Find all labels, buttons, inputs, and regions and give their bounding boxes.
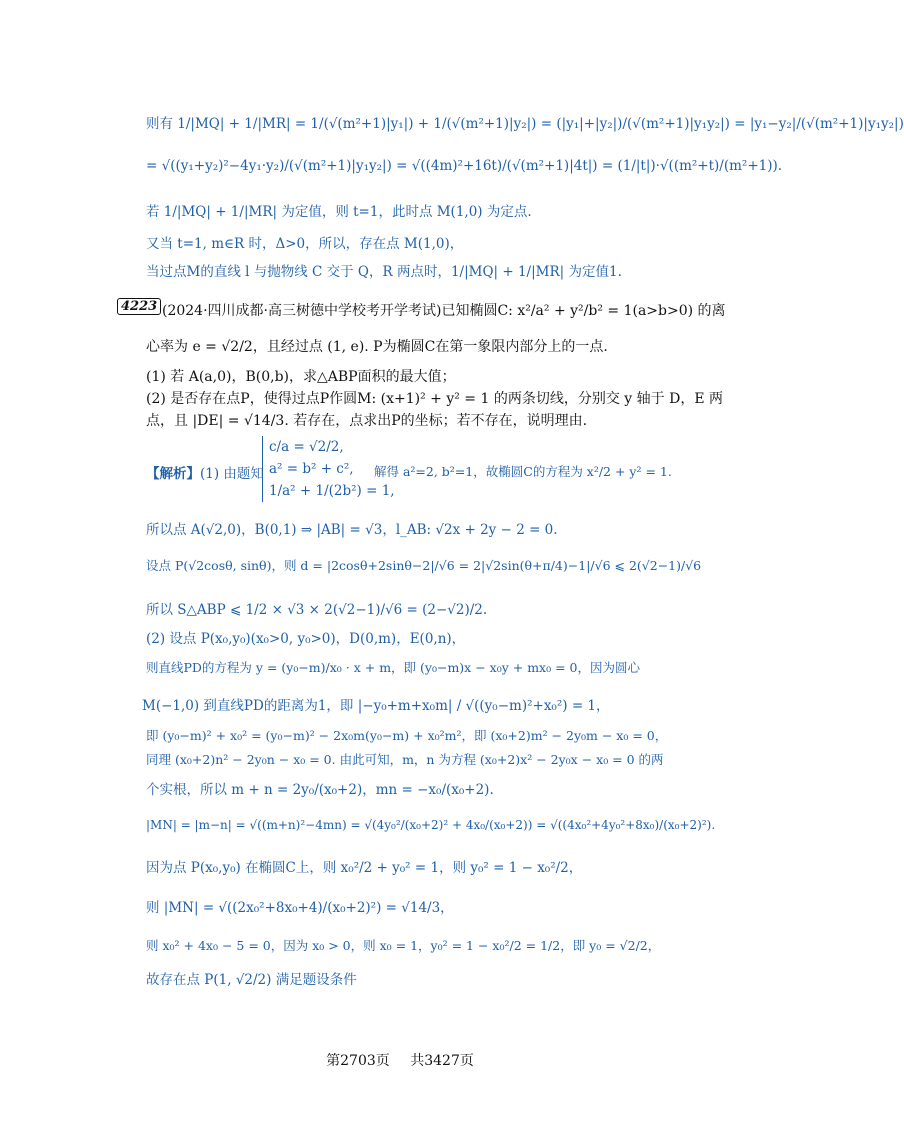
analysis-result: 解得 a²=2, b²=1，故椭圆C的方程为 x²/2 + y² = 1.	[374, 464, 672, 479]
analysis-line-3: 所以 S△ABP ⩽ 1/2 × √3 × 2(√2−1)/√6 = (2−√2)/2.	[146, 602, 488, 618]
solution-line-4: 又当 t=1, m∈R 时，Δ>0，所以，存在点 M(1,0)，	[146, 236, 464, 252]
problem-line-2: 心率为 e = √2/2，且经过点 (1, e). P为椭圆C在第一象限内部分上的一点.	[146, 339, 608, 355]
analysis-line-6: M(−1,0) 到直线PD的距离为1，即 |−y₀+m+x₀m| / √((y₀−m)²+x₀²) = 1，	[142, 698, 610, 714]
solution-line-2: = √((y₁+y₂)²−4y₁·y₂)/(√(m²+1)|y₁y₂|) = √((4m)²+16t)/(√(m²+1)|4t|) = (1/|t|)·√((m²+t)/(m²+1)).	[146, 158, 783, 174]
analysis-tag: 【解析】	[146, 466, 200, 482]
analysis-line-4: (2) 设点 P(x₀,y₀)(x₀>0, y₀>0)，D(0,m)，E(0,n)，	[146, 631, 466, 647]
analysis-line-14: 故存在点 P(1, √2/2) 满足题设条件	[146, 972, 357, 988]
analysis-header	[146, 462, 264, 482]
problem-number: 4223	[117, 298, 161, 315]
system-eq-2: a² = b² + c²,	[269, 461, 354, 477]
solution-line-3: 若 1/|MQ| + 1/|MR| 为定值，则 t=1，此时点 M(1,0) 为定点.	[146, 204, 532, 220]
system-eq-3: 1/a² + 1/(2b²) = 1,	[269, 483, 395, 499]
problem-line-4: (2) 是否存在点P，使得过点P作圆M: (x+1)² + y² = 1 的两条切线，分别交 y 轴于 D，E 两	[146, 391, 723, 407]
solution-line-5: 当过点M的直线 l 与抛物线 C 交于 Q，R 两点时，1/|MQ| + 1/|MR| 为定值1.	[146, 264, 622, 280]
analysis-line-13: 则 x₀² + 4x₀ − 5 = 0，因为 x₀ > 0，则 x₀ = 1，y₀² = 1 − x₀²/2 = 1/2，即 y₀ = √2/2，	[146, 938, 661, 953]
analysis-line-8: 同理 (x₀+2)n² − 2y₀n − x₀ = 0. 由此可知，m，n 为方程 (x₀+2)x² − 2y₀x − x₀ = 0 的两	[146, 752, 664, 767]
system-eq-1: c/a = √2/2,	[269, 439, 344, 455]
analysis-line-9: 个实根，所以 m + n = 2y₀/(x₀+2)，mn = −x₀/(x₀+2).	[146, 782, 494, 798]
analysis-line-1: 所以点 A(√2,0)，B(0,1) ⇒ |AB| = √3，l_AB: √2x + 2y − 2 = 0.	[146, 522, 558, 538]
page-number: 第2703页	[326, 1053, 390, 1069]
analysis-line-5: 则直线PD的方程为 y = (y₀−m)/x₀ · x + m，即 (y₀−m)x − x₀y + mx₀ = 0，因为圆心	[146, 660, 640, 675]
page-footer	[0, 1050, 800, 1070]
analysis-line-2: 设点 P(√2cosθ, sinθ)，则 d = |2cosθ+2sinθ−2|/√6 = 2|√2sin(θ+π/4)−1|/√6 ⩽ 2(√2−1)/√6	[146, 558, 702, 573]
analysis-line-10: |MN| = |m−n| = √((m+n)²−4mn) = √(4y₀²/(x₀+2)² + 4x₀/(x₀+2)) = √((4x₀²+4y₀²+8x₀)/(x₀+2)²).	[146, 818, 716, 832]
problem-line-1: (2024·四川成都·高三树德中学校考开学考试)已知椭圆C: x²/a² + y²/b² = 1(a>b>0) 的离	[162, 303, 726, 319]
analysis-line-7: 即 (y₀−m)² + x₀² = (y₀−m)² − 2x₀m(y₀−m) + x₀²m²，即 (x₀+2)m² − 2y₀m − x₀ = 0，	[146, 728, 668, 743]
solution-line-1: 则有 1/|MQ| + 1/|MR| = 1/(√(m²+1)|y₁|) + 1/(√(m²+1)|y₂|) = (|y₁|+|y₂|)/(√(m²+1)|y₁y₂|) = |y₁−y₂|/(√(m²+1)|y₁y₂|)	[146, 116, 904, 132]
analysis-lead: (1) 由题知	[200, 466, 264, 482]
problem-line-5: 点，且 |DE| = √14/3. 若存在，点求出P的坐标；若不存在，说明理由.	[146, 413, 588, 429]
analysis-line-11: 因为点 P(x₀,y₀) 在椭圆C上，则 x₀²/2 + y₀² = 1，则 y₀² = 1 − x₀²/2，	[146, 860, 583, 876]
analysis-line-12: 则 |MN| = √((2x₀²+8x₀+4)/(x₀+2)²) = √14/3，	[146, 900, 454, 916]
problem-line-3: (1) 若 A(a,0)，B(0,b)，求△ABP面积的最大值；	[146, 369, 456, 385]
page-total: 共3427页	[410, 1053, 474, 1069]
